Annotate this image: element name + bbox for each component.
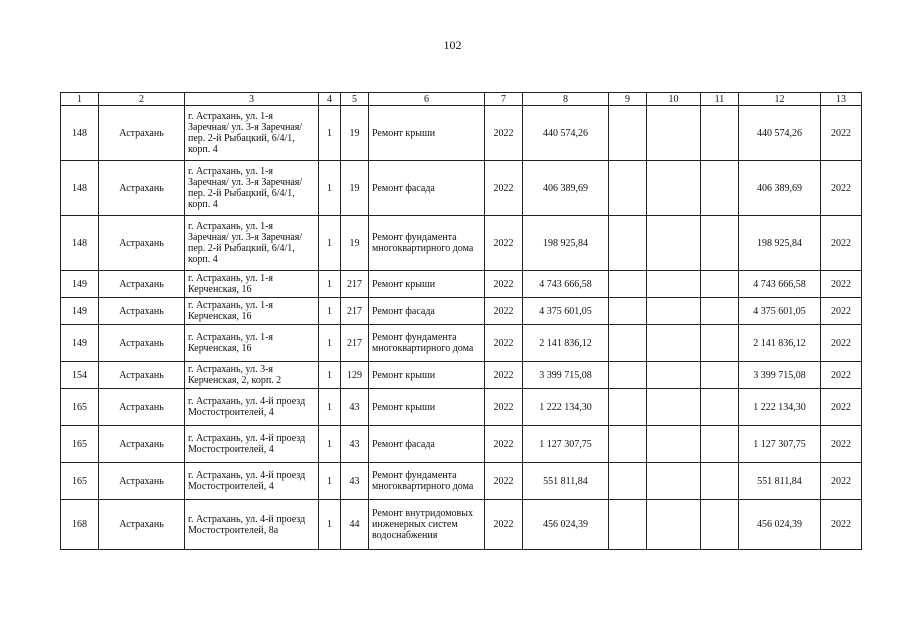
cost-cell: 1 127 307,75 [523,426,609,463]
year-cell: 2022 [485,362,523,389]
completion-year-cell: 2022 [821,325,862,362]
cost-cell: 406 389,69 [523,161,609,216]
municipality-cell: Астрахань [99,500,185,550]
address-cell: г. Астрахань, ул. 4-й проезд Мостостроителей, 4 [185,389,319,426]
cost-cell: 198 925,84 [523,216,609,271]
apartments-cell: 217 [341,271,369,298]
col9-cell [609,362,647,389]
municipality-cell: Астрахань [99,362,185,389]
row-number-cell: 149 [61,325,99,362]
apartments-cell: 43 [341,426,369,463]
work-type-cell: Ремонт фасада [369,161,485,216]
address-cell: г. Астрахань, ул. 4-й проезд Мостостроителей, 8а [185,500,319,550]
col9-cell [609,161,647,216]
count-cell: 1 [319,500,341,550]
municipality-cell: Астрахань [99,298,185,325]
table-row [61,106,862,161]
col11-cell [701,161,739,216]
count-cell: 1 [319,389,341,426]
row-number-cell: 148 [61,161,99,216]
apartments-cell: 19 [341,216,369,271]
column-header: 4 [319,93,341,106]
table-row [61,271,862,298]
column-header: 1 [61,93,99,106]
total-cost-cell: 551 811,84 [739,463,821,500]
year-cell: 2022 [485,271,523,298]
apartments-cell: 217 [341,325,369,362]
col11-cell [701,389,739,426]
row-number-cell: 149 [61,298,99,325]
apartments-cell: 43 [341,389,369,426]
col11-cell [701,106,739,161]
table-header-row [61,93,862,106]
year-cell: 2022 [485,298,523,325]
count-cell: 1 [319,325,341,362]
year-cell: 2022 [485,463,523,500]
col10-cell [647,362,701,389]
col10-cell [647,426,701,463]
apartments-cell: 44 [341,500,369,550]
count-cell: 1 [319,298,341,325]
cost-cell: 551 811,84 [523,463,609,500]
work-type-cell: Ремонт крыши [369,271,485,298]
column-header: 8 [523,93,609,106]
cost-cell: 4 375 601,05 [523,298,609,325]
col10-cell [647,271,701,298]
apartments-cell: 217 [341,298,369,325]
col11-cell [701,325,739,362]
row-number-cell: 148 [61,216,99,271]
municipality-cell: Астрахань [99,161,185,216]
address-cell: г. Астрахань, ул. 4-й проезд Мостостроителей, 4 [185,426,319,463]
col11-cell [701,271,739,298]
apartments-cell: 129 [341,362,369,389]
row-number-cell: 154 [61,362,99,389]
column-header: 13 [821,93,862,106]
col10-cell [647,216,701,271]
col11-cell [701,426,739,463]
col9-cell [609,106,647,161]
count-cell: 1 [319,362,341,389]
col10-cell [647,389,701,426]
col10-cell [647,500,701,550]
col9-cell [609,325,647,362]
column-header: 6 [369,93,485,106]
column-header: 12 [739,93,821,106]
cost-cell: 3 399 715,08 [523,362,609,389]
col9-cell [609,463,647,500]
municipality-cell: Астрахань [99,426,185,463]
year-cell: 2022 [485,106,523,161]
col11-cell [701,463,739,500]
cost-cell: 2 141 836,12 [523,325,609,362]
address-cell: г. Астрахань, ул. 1-я Керченская, 16 [185,271,319,298]
table-row [61,325,862,362]
row-number-cell: 165 [61,389,99,426]
table-row [61,463,862,500]
cost-cell: 456 024,39 [523,500,609,550]
apartments-cell: 19 [341,161,369,216]
col9-cell [609,271,647,298]
work-type-cell: Ремонт фасада [369,426,485,463]
column-header: 3 [185,93,319,106]
table-row [61,216,862,271]
table-row [61,500,862,550]
col10-cell [647,161,701,216]
municipality-cell: Астрахань [99,325,185,362]
total-cost-cell: 3 399 715,08 [739,362,821,389]
column-header: 9 [609,93,647,106]
work-type-cell: Ремонт фундамента многоквартирного дома [369,216,485,271]
work-type-cell: Ремонт фасада [369,298,485,325]
completion-year-cell: 2022 [821,298,862,325]
year-cell: 2022 [485,161,523,216]
table-row [61,161,862,216]
column-header: 11 [701,93,739,106]
address-cell: г. Астрахань, ул. 4-й проезд Мостостроителей, 4 [185,463,319,500]
col10-cell [647,298,701,325]
work-type-cell: Ремонт фундамента многоквартирного дома [369,463,485,500]
col10-cell [647,106,701,161]
total-cost-cell: 2 141 836,12 [739,325,821,362]
total-cost-cell: 440 574,26 [739,106,821,161]
total-cost-cell: 456 024,39 [739,500,821,550]
work-type-cell: Ремонт фундамента многоквартирного дома [369,325,485,362]
table-row [61,389,862,426]
address-cell: г. Астрахань, ул. 3-я Керченская, 2, корп. 2 [185,362,319,389]
count-cell: 1 [319,426,341,463]
col10-cell [647,463,701,500]
column-header: 10 [647,93,701,106]
completion-year-cell: 2022 [821,106,862,161]
address-cell: г. Астрахань, ул. 1-я Керченская, 16 [185,325,319,362]
address-cell: г. Астрахань, ул. 1-я Заречная/ ул. 3-я Заречная/ пер. 2-й Рыбацкий, 6/4/1, корп. 4 [185,161,319,216]
count-cell: 1 [319,216,341,271]
page-number: 102 [443,38,462,52]
address-cell: г. Астрахань, ул. 1-я Заречная/ ул. 3-я Заречная/ пер. 2-й Рыбацкий, 6/4/1, корп. 4 [185,216,319,271]
municipality-cell: Астрахань [99,271,185,298]
work-type-cell: Ремонт крыши [369,389,485,426]
column-header: 2 [99,93,185,106]
col9-cell [609,426,647,463]
year-cell: 2022 [485,500,523,550]
total-cost-cell: 1 222 134,30 [739,389,821,426]
row-number-cell: 148 [61,106,99,161]
completion-year-cell: 2022 [821,426,862,463]
cost-cell: 1 222 134,30 [523,389,609,426]
cost-cell: 4 743 666,58 [523,271,609,298]
municipality-cell: Астрахань [99,389,185,426]
table-body [61,106,862,550]
completion-year-cell: 2022 [821,216,862,271]
count-cell: 1 [319,463,341,500]
apartments-cell: 19 [341,106,369,161]
count-cell: 1 [319,106,341,161]
col10-cell [647,325,701,362]
total-cost-cell: 406 389,69 [739,161,821,216]
completion-year-cell: 2022 [821,463,862,500]
row-number-cell: 165 [61,463,99,500]
table-row [61,298,862,325]
municipality-cell: Астрахань [99,216,185,271]
address-cell: г. Астрахань, ул. 1-я Заречная/ ул. 3-я Заречная/ пер. 2-й Рыбацкий, 6/4/1, корп. 4 [185,106,319,161]
col11-cell [701,362,739,389]
count-cell: 1 [319,161,341,216]
column-header: 7 [485,93,523,106]
table-row [61,426,862,463]
year-cell: 2022 [485,426,523,463]
col11-cell [701,298,739,325]
column-header: 5 [341,93,369,106]
col9-cell [609,216,647,271]
apartments-cell: 43 [341,463,369,500]
completion-year-cell: 2022 [821,389,862,426]
total-cost-cell: 4 375 601,05 [739,298,821,325]
completion-year-cell: 2022 [821,161,862,216]
address-cell: г. Астрахань, ул. 1-я Керченская, 16 [185,298,319,325]
total-cost-cell: 1 127 307,75 [739,426,821,463]
repair-program-table [60,92,862,550]
col9-cell [609,500,647,550]
municipality-cell: Астрахань [99,463,185,500]
year-cell: 2022 [485,216,523,271]
year-cell: 2022 [485,389,523,426]
total-cost-cell: 4 743 666,58 [739,271,821,298]
table-row [61,362,862,389]
cost-cell: 440 574,26 [523,106,609,161]
work-type-cell: Ремонт крыши [369,106,485,161]
total-cost-cell: 198 925,84 [739,216,821,271]
year-cell: 2022 [485,325,523,362]
work-type-cell: Ремонт внутридомовых инженерных систем водоснабжения [369,500,485,550]
row-number-cell: 165 [61,426,99,463]
completion-year-cell: 2022 [821,500,862,550]
col11-cell [701,500,739,550]
col9-cell [609,389,647,426]
col11-cell [701,216,739,271]
count-cell: 1 [319,271,341,298]
completion-year-cell: 2022 [821,362,862,389]
row-number-cell: 149 [61,271,99,298]
completion-year-cell: 2022 [821,271,862,298]
row-number-cell: 168 [61,500,99,550]
work-type-cell: Ремонт крыши [369,362,485,389]
municipality-cell: Астрахань [99,106,185,161]
col9-cell [609,298,647,325]
